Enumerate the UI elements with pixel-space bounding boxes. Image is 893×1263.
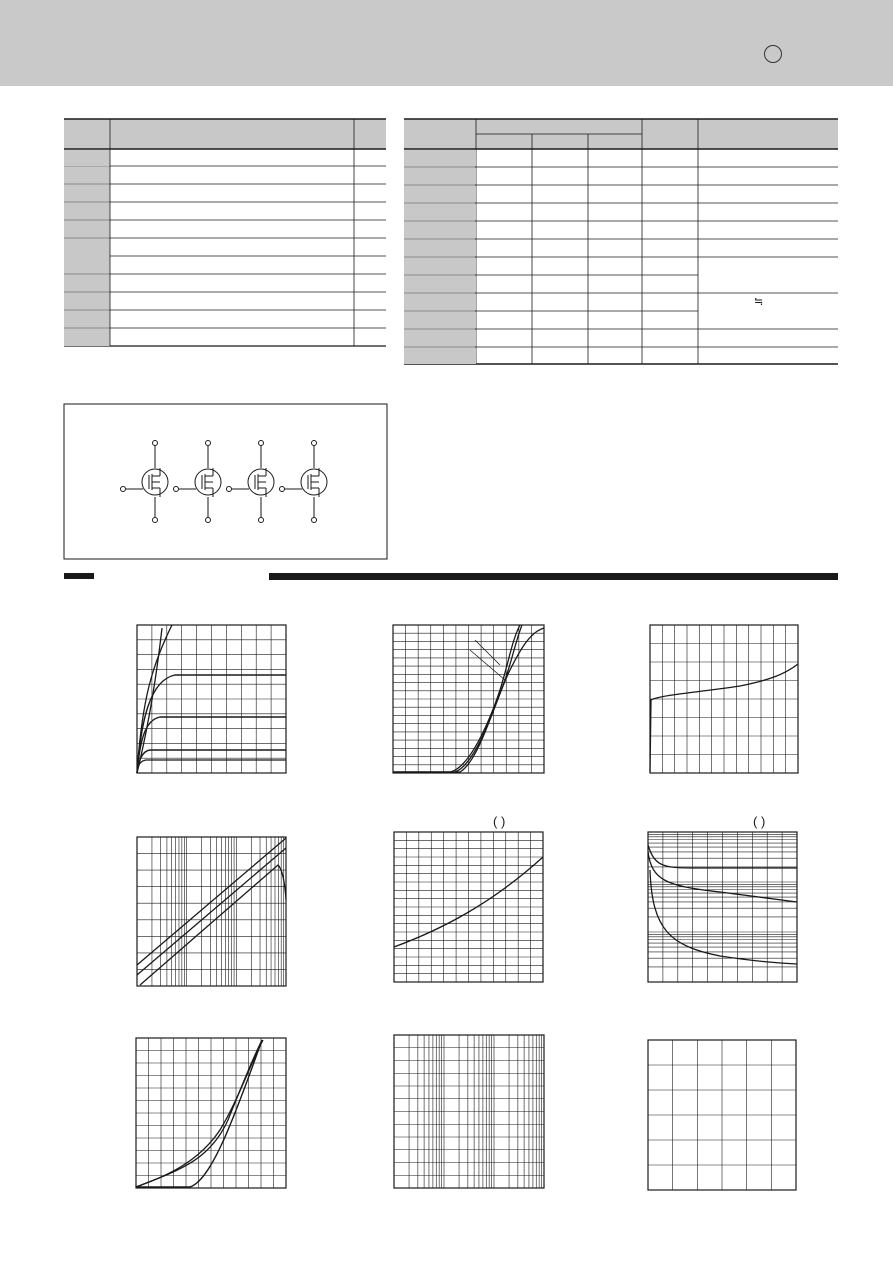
terminal-gate bbox=[227, 487, 232, 492]
chart-5-bracket: ( ) bbox=[493, 814, 506, 829]
chart-9 bbox=[648, 1040, 796, 1190]
curve-line bbox=[136, 1040, 262, 1187]
chart-6 bbox=[648, 832, 797, 982]
right-table-label-cell bbox=[404, 150, 476, 166]
right-table-label-cell bbox=[404, 312, 476, 328]
chart-6-bracket: ( ) bbox=[753, 814, 766, 829]
right-table-label-cell bbox=[404, 240, 476, 256]
terminal-drain bbox=[259, 441, 264, 446]
curve-line bbox=[140, 865, 286, 985]
left-table-label-cell bbox=[64, 311, 110, 327]
curve-line bbox=[137, 848, 286, 975]
terminal-drain bbox=[312, 441, 317, 446]
left-table-label-cell bbox=[64, 150, 110, 166]
left-table-label-cell bbox=[64, 275, 110, 291]
curve-line bbox=[393, 625, 520, 772]
mosfet-symbol-4 bbox=[280, 441, 328, 523]
mosfet-symbol-3 bbox=[227, 441, 275, 523]
annotation-line bbox=[470, 640, 505, 680]
circuit-frame bbox=[64, 404, 387, 559]
mosfet-symbol-2 bbox=[174, 441, 222, 523]
right-table-label-cell bbox=[404, 348, 476, 364]
curve-line bbox=[137, 838, 286, 965]
left-table-merged-cell bbox=[64, 239, 110, 273]
terminal-gate bbox=[174, 487, 179, 492]
right-table-label-cell bbox=[404, 294, 476, 310]
terminal-source bbox=[206, 518, 211, 523]
section-bar-right bbox=[269, 573, 838, 580]
left-table-label-cell bbox=[64, 167, 110, 183]
right-table-label-cell bbox=[404, 258, 476, 274]
right-table-label-cell bbox=[404, 168, 476, 184]
left-table-label-cell bbox=[64, 185, 110, 201]
terminal-gate bbox=[121, 487, 126, 492]
mosfet-symbol-1 bbox=[121, 441, 169, 523]
right-table-label-cell bbox=[404, 276, 476, 292]
chart-5 bbox=[394, 832, 543, 982]
chart-3 bbox=[650, 625, 798, 773]
left-table-label-cell bbox=[64, 203, 110, 219]
chart-2 bbox=[393, 625, 544, 773]
terminal-source bbox=[259, 518, 264, 523]
section-bar-left bbox=[64, 573, 94, 579]
right-table-label-cell bbox=[404, 222, 476, 238]
terminal-gate bbox=[280, 487, 285, 492]
left-table-label-cell bbox=[64, 221, 110, 237]
left-table bbox=[64, 119, 386, 346]
right-table-label-cell bbox=[404, 330, 476, 346]
right-table-label-cell bbox=[404, 186, 476, 202]
right-table-label-cell bbox=[404, 204, 476, 220]
curve-line bbox=[136, 1040, 262, 1187]
terminal-source bbox=[153, 518, 158, 523]
curve-line bbox=[136, 1040, 263, 1187]
terminal-drain bbox=[153, 441, 158, 446]
approx-symbol: ≒ bbox=[754, 296, 764, 308]
left-table-label-cell bbox=[64, 329, 110, 346]
terminal-drain bbox=[206, 441, 211, 446]
left-table-header bbox=[64, 119, 386, 149]
terminal-source bbox=[312, 518, 317, 523]
chart-8 bbox=[394, 1035, 544, 1188]
curve-line bbox=[393, 625, 522, 772]
circuit-box bbox=[64, 404, 387, 559]
right-table bbox=[404, 119, 838, 364]
left-table-label-cell bbox=[64, 293, 110, 309]
